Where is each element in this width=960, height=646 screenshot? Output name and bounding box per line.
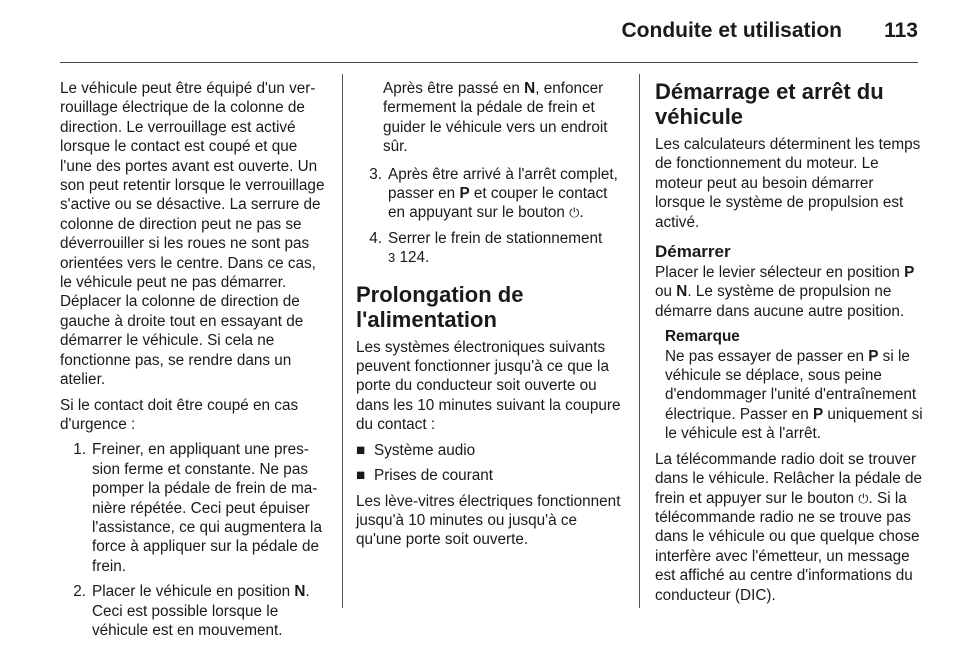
- power-button-icon: ⏻: [569, 205, 580, 221]
- column-right: [655, 79, 923, 611]
- paragraph-prolongation: Les systèmes électroniques suivants peuvent fonctionner jusqu'à ce que la porte du conducteur soit ouverte ou dans les 10 minutes suivant la coupure du contact :: [356, 338, 621, 434]
- step-number: 2.: [73, 583, 86, 601]
- bullet-audio: ■ Système audio: [356, 441, 476, 459]
- page-title: Conduite et utilisation: [621, 19, 842, 42]
- note-title: Remarque: [665, 328, 740, 346]
- step-2-continued: Après être passé en N, enfoncer fermement la pédale de frein et guider le véhicule vers un endroit sûr.: [383, 80, 608, 156]
- paragraph-start: Placer le levier sélecteur en position P ou N. Le système de propulsion ne démarre dans aucune autre position.: [655, 264, 915, 320]
- heading-start-stop: Démarrage et arrêt du véhicule: [655, 79, 884, 129]
- heading-demarrer: Démarrer: [655, 242, 731, 262]
- paragraph-steering-lock: Le véhicule peut être équipé d'un verrouillage électrique de la colonne de direction. Le verrouillage est activé lorsque le contact est coupé et que l'une des portes avant est ouverte. Un son peut retentir lorsque le verrouillage s'active ou se désactive. La serrure de colonne de direction peut ne pas se déverrouiller si les roues ne sont pas orientées vers le centre. Dans ce cas, le véhicule peut ne pas démarrer. Déplacer la colonne de direction de gauche à droite tout en essayant de démarrer le véhicule. Si cela ne fonctionne pas, se rendre dans un atelier.: [60, 80, 325, 389]
- page-number: 113: [884, 19, 918, 42]
- step-number: 4.: [369, 229, 382, 247]
- step-number: 1.: [73, 441, 86, 459]
- column-left: [60, 79, 326, 646]
- paragraph-remote: La télécommande radio doit se trouver dans le véhicule. Relâcher la pédale de frein et appuyer sur le bouton ⏻. Si la télécommande radio ne se trouve pas dans le véhicule ou que quelque chose interfère avec l'émetteur, un message est affiché au centre d'informations du conducteur (DIC).: [655, 450, 923, 604]
- step-text: Serrer le frein de stationnement 3 124.: [388, 229, 603, 267]
- page-reference-icon: 3: [388, 250, 396, 266]
- step-3: [356, 165, 622, 223]
- column-middle: [356, 79, 622, 556]
- note-box: [655, 327, 923, 443]
- column-divider-left: [342, 74, 343, 608]
- bullet-sockets: ■ Prises de courant: [356, 467, 494, 485]
- paragraph-calculators: Les calculateurs déterminent les temps de fonctionnement du moteur. Le moteur peut au besoin démarrer lorsque le système de propulsion est activé.: [655, 136, 921, 231]
- paragraph-emergency: Si le contact doit être coupé en cas d'urgence :: [60, 396, 299, 433]
- step-text: Freiner, en appliquant une pression ferme et constante. Ne pas pomper la pédale de frein de manière répétée. Ceci peut épuiser l'assistance, ce qui augmentera la force à appliquer sur la pédale de frein.: [92, 441, 322, 575]
- step-number: 3.: [369, 165, 382, 183]
- step-text: Après être arrivé à l'arrêt complet, passer en P et couper le contact en appuyant sur le bouton ⏻.: [388, 165, 618, 222]
- bullet-square-icon: ■: [356, 467, 366, 485]
- paragraph-windows: Les lève-vitres électriques fonctionnent jusqu'à 10 minutes ou jusqu'à ce qu'une porte soit ouverte.: [356, 492, 621, 549]
- step-text: Placer le véhicule en position N. Ceci est possible lorsque le véhicule est en mouvement.: [92, 583, 310, 639]
- heading-prolongation: Prolongation de l'alimentation: [356, 281, 524, 332]
- note-text: Ne pas essayer de passer en P si le véhicule se déplace, sous peine d'endommager l'unité d'entraînement électrique. Passer en P uniquement si le véhicule est à l'arrêt.: [665, 347, 923, 443]
- column-divider-right: [639, 74, 640, 608]
- power-button-icon: ⏻: [858, 490, 869, 506]
- step-4: [356, 229, 622, 268]
- step-2: [60, 582, 326, 640]
- step-1: [60, 440, 326, 576]
- bullet-square-icon: ■: [356, 441, 366, 459]
- page-header: [60, 0, 918, 63]
